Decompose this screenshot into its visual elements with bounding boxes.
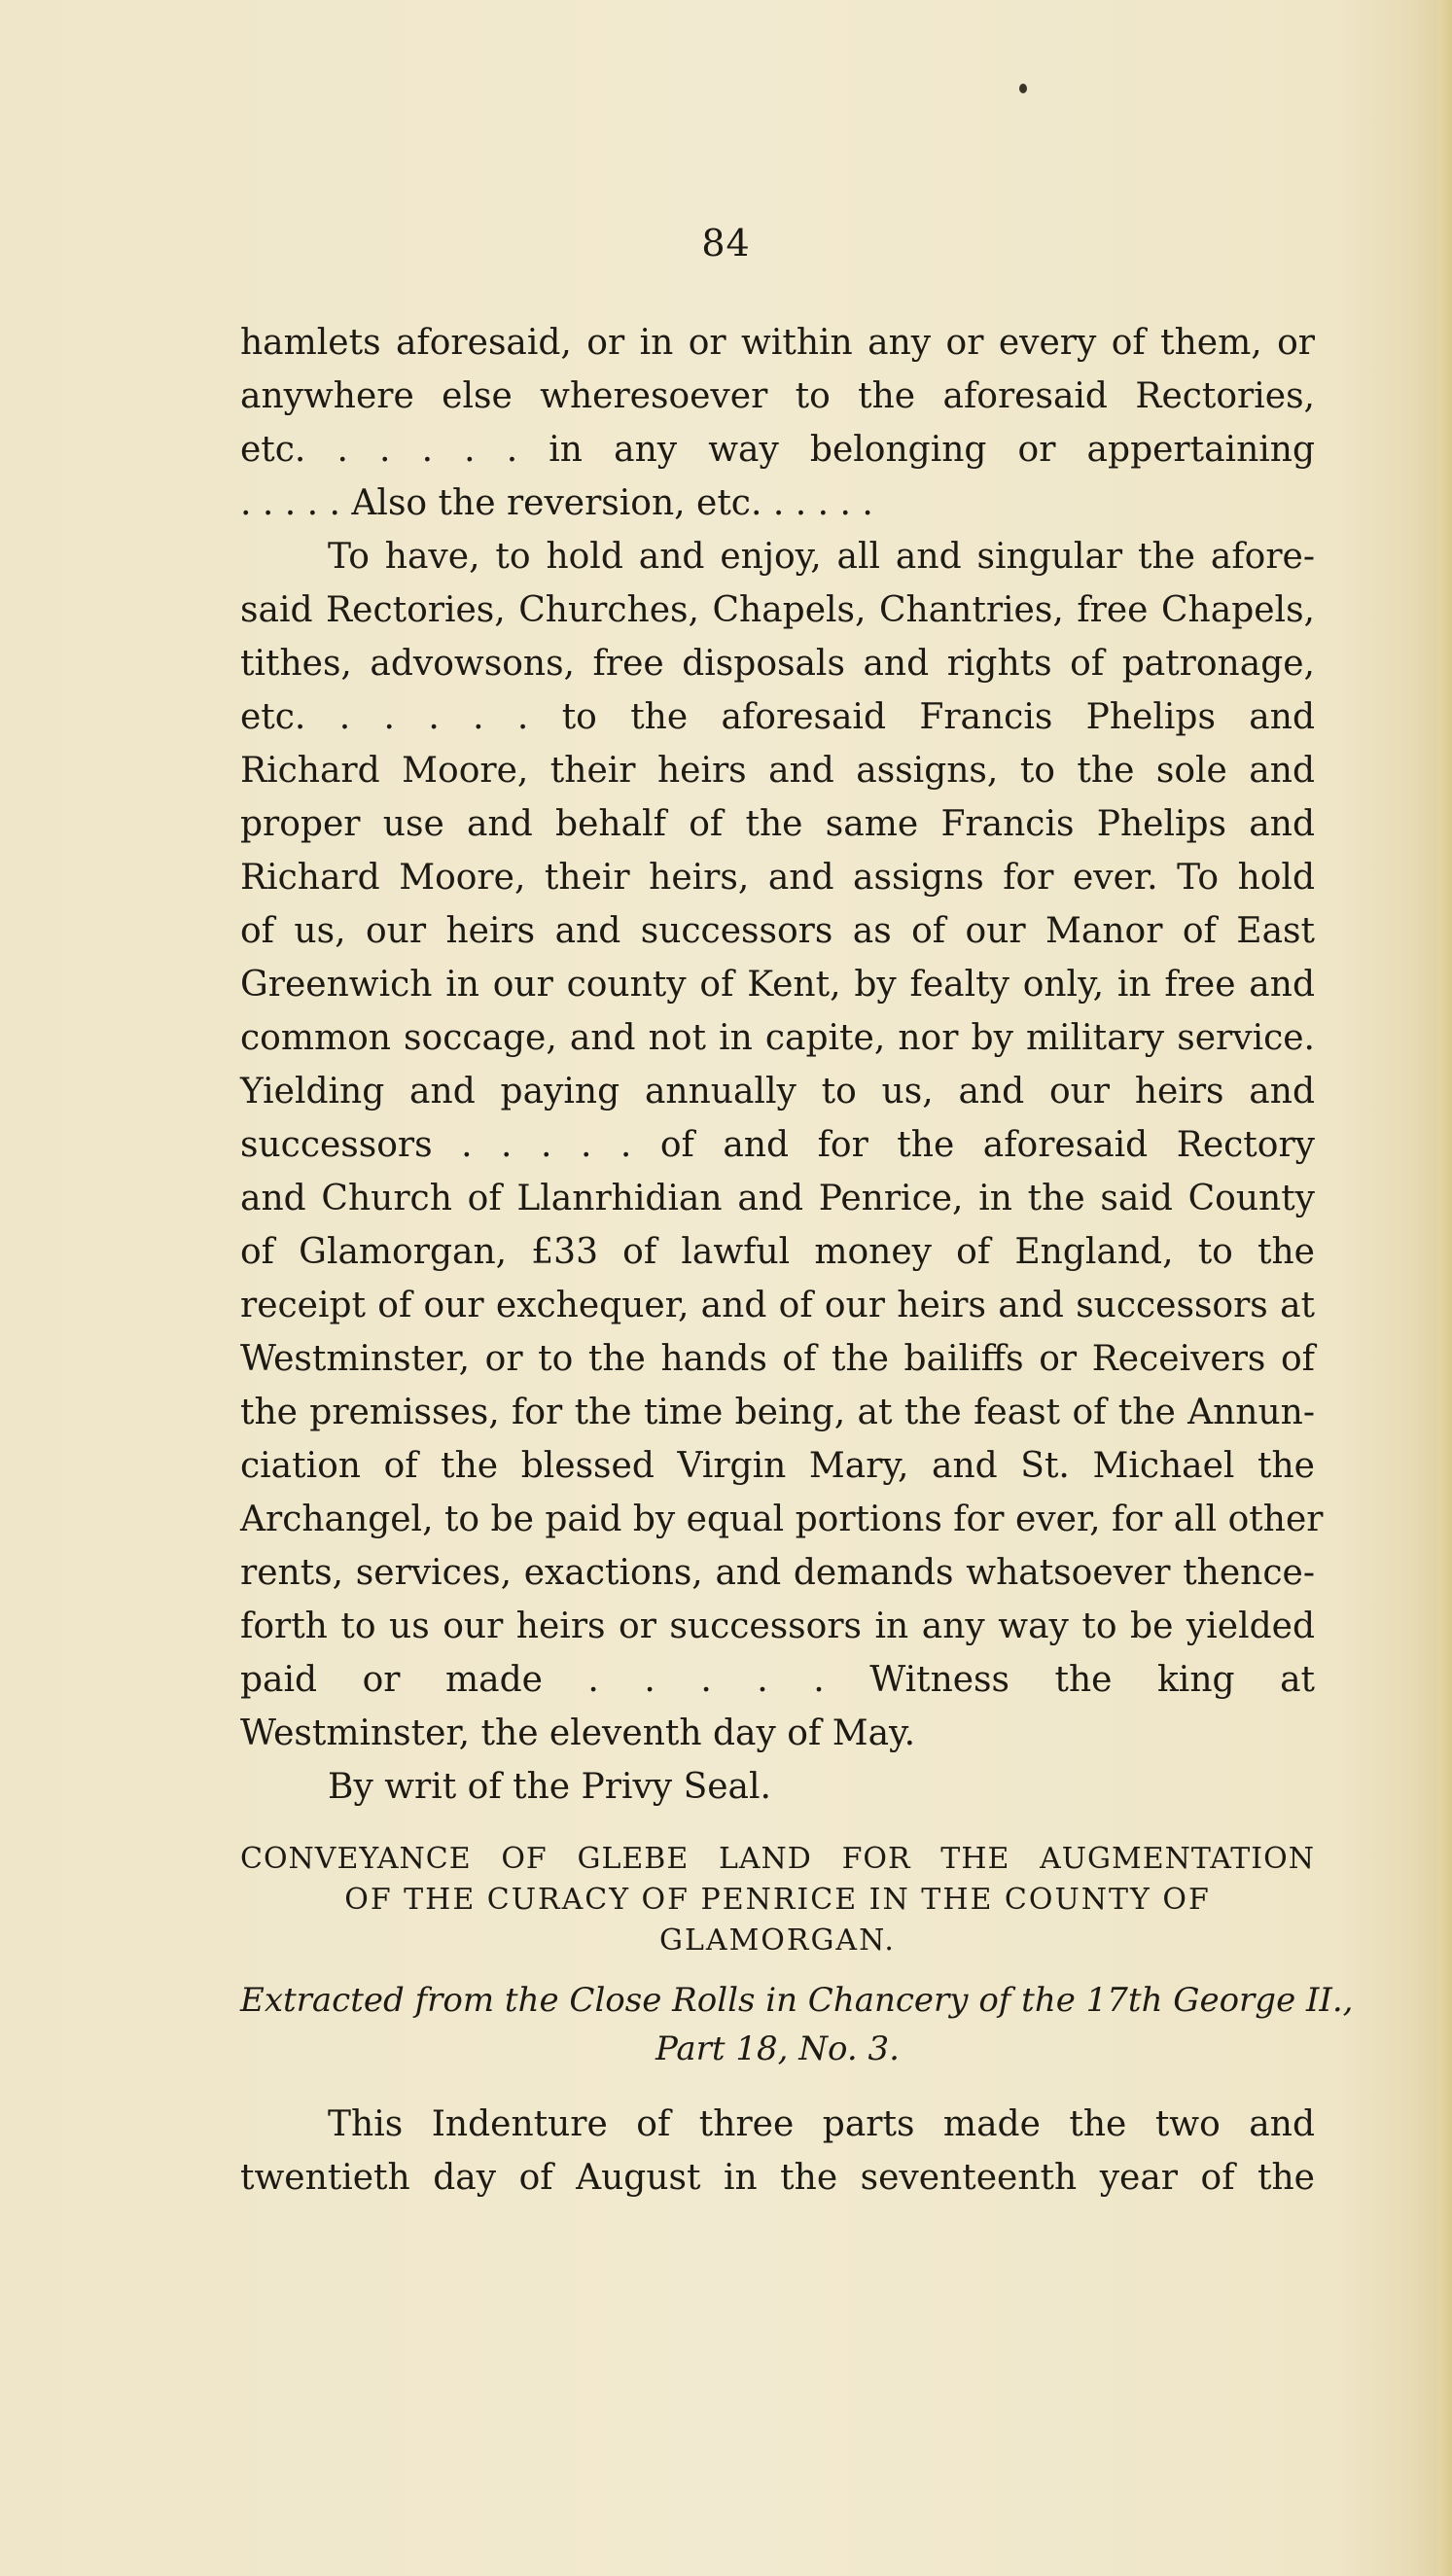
text-line: Westminster, or to the hands of the bailiffs or Receivers of	[240, 1339, 1315, 1379]
text-line: paid or made . . . . . Witness the king at	[240, 1660, 1315, 1700]
source-citation	[240, 1976, 1354, 2073]
heading-line: GLAMORGAN.	[659, 1923, 896, 1958]
text-line: anywhere else wheresoever to the aforesaid Rectories,	[240, 376, 1315, 416]
text-line: twentieth day of August in the seventeenth year of the	[240, 2158, 1315, 2198]
text-line: hamlets aforesaid, or in or within any or every of them, or	[240, 323, 1315, 363]
text-line: and Church of Llanrhidian and Penrice, in the said County	[240, 1179, 1315, 1218]
page-number: 84	[701, 222, 751, 265]
text-line: This Indenture of three parts made the two and	[328, 2104, 1315, 2144]
text-line: To have, to hold and enjoy, all and singular the afore-	[328, 537, 1315, 577]
text-line: said Rectories, Churches, Chapels, Chantries, free Chapels,	[240, 590, 1315, 630]
text-line: Archangel, to be paid by equal portions for ever, for all other	[240, 1500, 1324, 1539]
text-line: etc. . . . . . to the aforesaid Francis Phelips and	[240, 697, 1315, 737]
text-line: of us, our heirs and successors as of our Manor of East	[240, 911, 1315, 951]
citation-line: Part 18, No. 3.	[655, 2029, 900, 2068]
text-line: common soccage, and not in capite, nor by military service.	[240, 1018, 1315, 1058]
text-line: of Glamorgan, £33 of lawful money of England, to the	[240, 1232, 1315, 1272]
text-line: Westminster, the eleventh day of May.	[240, 1713, 916, 1753]
heading-line: OF THE CURACY OF PENRICE IN THE COUNTY OF	[344, 1883, 1211, 1917]
text-line: ciation of the blessed Virgin Mary, and St. Michael the	[240, 1446, 1315, 1486]
text-line: proper use and behalf of the same Francis Phelips and	[240, 804, 1315, 844]
heading-line: CONVEYANCE OF GLEBE LAND FOR THE AUGMENTATION	[240, 1842, 1315, 1876]
indenture-text	[240, 2098, 1315, 2205]
text-line: receipt of our exchequer, and of our heirs and successors at	[240, 1286, 1315, 1325]
page-edge-shadow	[1438, 0, 1452, 2576]
text-line: Richard Moore, their heirs and assigns, to the sole and	[240, 751, 1315, 791]
text-line: the premisses, for the time being, at the feast of the Annun-	[240, 1393, 1315, 1432]
body-text	[240, 316, 1324, 1814]
text-line: forth to us our heirs or successors in any way to be yielded	[240, 1606, 1315, 1646]
text-line: Richard Moore, their heirs, and assigns for ever. To hold	[240, 858, 1315, 898]
text-line: tithes, advowsons, free disposals and rights of patronage,	[240, 644, 1315, 684]
section-heading	[240, 1839, 1315, 1961]
ink-speck	[1019, 84, 1027, 93]
text-line: rents, services, exactions, and demands whatsoever thence-	[240, 1553, 1315, 1593]
text-line: etc. . . . . . in any way belonging or appertaining	[240, 430, 1315, 470]
text-line: successors . . . . . of and for the aforesaid Rectory	[240, 1125, 1315, 1165]
citation-line: Extracted from the Close Rolls in Chancery of the 17th George II.,	[240, 1981, 1354, 2020]
writ-line: By writ of the Privy Seal.	[328, 1767, 771, 1807]
text-line: . . . . . Also the reversion, etc. . . . . .	[240, 483, 873, 523]
text-line: Yielding and paying annually to us, and our heirs and	[240, 1072, 1315, 1112]
text-line: Greenwich in our county of Kent, by fealty only, in free and	[240, 965, 1315, 1005]
